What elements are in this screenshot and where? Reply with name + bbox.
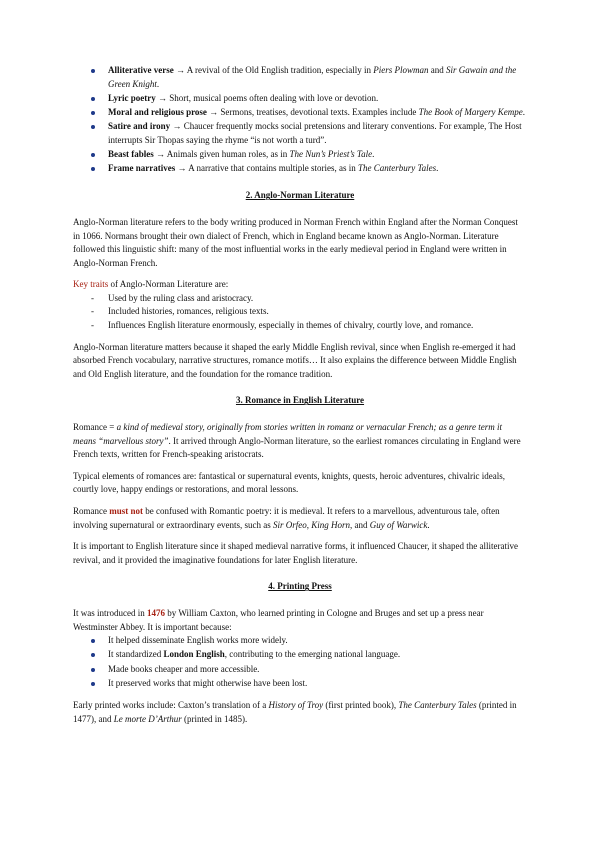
- definition-italic: a kind of medieval story, originally from stories written in romanz or vernacular French; as a genre term it means “marvellous story”: [73, 422, 502, 446]
- works-text: Early printed works include: Caxton’s translation of a: [73, 699, 269, 710]
- period: .: [427, 519, 430, 530]
- list-item: [73, 64, 527, 91]
- key-traits-line: [73, 278, 527, 292]
- list-item: [73, 162, 527, 176]
- list-item: [73, 648, 527, 662]
- work-title: History of Troy: [268, 699, 324, 710]
- genre-text: Sermons, treatises, devotional texts. Examples include: [220, 106, 419, 117]
- works-text: (first printed book),: [323, 699, 399, 710]
- intro-text: by William Caxton, who learned printing in Cologne and Bruges and set up a press near Westminster Abbey. It is important because:: [73, 607, 484, 632]
- genre-term: Lyric poetry: [108, 92, 156, 103]
- work-title: The Book of Margery Kempe: [418, 106, 523, 117]
- london-english-bold: London English: [163, 649, 225, 660]
- list-item: [73, 92, 527, 106]
- genre-list: [73, 64, 527, 176]
- section-heading-printing: 4. Printing Press: [268, 581, 332, 592]
- list-item: - Included histories, romances, religious texts.: [73, 305, 527, 319]
- definition-lead: Romance =: [73, 422, 117, 433]
- arrow: →: [155, 92, 170, 103]
- genre-text: Chaucer frequently mocks social pretensions and literary conventions. For example, The Host interrupts Sir Thopas saying the rhyme “is not worth a turd”.: [108, 121, 522, 145]
- genre-text: and: [428, 65, 446, 75]
- key-traits-label: Key traits: [73, 279, 109, 290]
- romance-importance: It is important to English literature since it shaped medieval narrative forms, it influenced Chaucer, it shaped the alliterative revival, and it provided the imaginative foundations for later English literature.: [73, 541, 518, 565]
- work-title: Sir Orfeo: [272, 519, 307, 530]
- work-title: The Nun’s Priest’s Tale: [289, 148, 373, 159]
- printing-intro: [73, 607, 527, 634]
- list-item: [73, 106, 527, 120]
- note-lead: Romance: [73, 506, 110, 516]
- work-title: Sir Gawain and the Green Knight: [108, 65, 517, 89]
- list-item: Made books cheaper and more accessible.: [73, 663, 527, 677]
- early-printed-works: [73, 699, 527, 726]
- arrow: →: [173, 65, 187, 75]
- genre-text: .: [522, 106, 526, 117]
- genre-text: Short, musical poems often dealing with love or devotion.: [169, 92, 379, 103]
- genre-text: A narrative that contains multiple stories, as in: [188, 163, 358, 174]
- printing-list: [73, 634, 527, 690]
- traits-list: [73, 292, 527, 333]
- must-not-emphasis: must not: [109, 506, 144, 516]
- romance-elements: Typical elements of romances are: fantastical or supernatural events, knights, quests, heroic adventures, chivalric ideals, courtly love, happy endings or restorations, and moral lessons.: [73, 470, 505, 495]
- arrow: →: [206, 106, 221, 117]
- list-item: [73, 148, 527, 162]
- genre-term: Beast fables: [108, 148, 154, 159]
- intro-text: It was introduced in: [73, 607, 147, 618]
- genre-text: A revival of the Old English tradition, especially in: [186, 65, 374, 75]
- genre-text: .: [156, 78, 160, 89]
- romance-confusion-note: [73, 505, 527, 532]
- section-heading-romance: 3. Romance in English Literature: [235, 395, 365, 406]
- genre-text: Animals given human roles, as in: [166, 148, 290, 159]
- work-title: Piers Plowman: [373, 65, 429, 75]
- list-item: - Influences English literature enormously, especially in themes of chivalry, courtly love, and romance.: [73, 319, 527, 333]
- separator: , and: [349, 519, 370, 530]
- works-text: (printed in 1485).: [181, 713, 248, 724]
- genre-text: .: [436, 163, 439, 174]
- work-title: Le morte D’Arthur: [113, 713, 182, 724]
- list-item: It preserved works that might otherwise have been lost.: [73, 677, 527, 691]
- romance-definition: [73, 421, 527, 462]
- genre-term: Moral and religious prose: [108, 106, 207, 117]
- genre-term: Frame narratives: [108, 163, 176, 174]
- separator: ,: [306, 519, 312, 530]
- work-title: King Horn: [311, 519, 350, 530]
- key-traits-text: of Anglo-Norman Literature are:: [108, 279, 229, 290]
- arrow: →: [175, 163, 189, 174]
- definition-rest: . It arrived through Anglo-Norman literature, so the earliest romances circulating in England were French texts, written for French-speaking aristocrats.: [73, 435, 521, 460]
- works-text: (printed in 1477), and: [73, 699, 517, 724]
- list-item: [73, 120, 527, 147]
- page-content: [73, 64, 527, 726]
- genre-term: Alliterative verse: [108, 65, 174, 75]
- work-title: The Canterbury Tales: [398, 699, 477, 710]
- note-text: be confused with Romantic poetry: it is medieval. It refers to a marvellous, adventurous tale, often involving supernatural or extraordinary events, such as: [73, 506, 500, 530]
- item-text: It standardized: [108, 649, 164, 660]
- genre-term: Satire and irony: [108, 121, 171, 132]
- anglo-norman-importance: Anglo-Norman literature matters because it shaped the early Middle English revival, since when English re-emerged it had absorbed French vocabulary, narrative structures, romance motifs… It also explains the difference between Middle English and Old English literature, and the foundation for the romance tradition.: [73, 341, 517, 379]
- work-title: The Canterbury Tales: [357, 163, 437, 174]
- year-highlight: 1476: [146, 607, 165, 618]
- list-item: It helped disseminate English works more widely.: [73, 634, 527, 648]
- work-title: Guy of Warwick: [369, 519, 428, 530]
- item-text: , contributing to the emerging national language.: [224, 649, 401, 660]
- section-heading-anglo-norman: 2. Anglo-Norman Literature: [245, 190, 355, 201]
- genre-text: .: [372, 148, 375, 159]
- anglo-norman-intro: Anglo-Norman literature refers to the body writing produced in Norman French within England after the Norman Conquest in 1066. Normans brought their own dialect of French, which in England became known as Anglo-Norman. Literature followed this linguistic shift: many of the most influential works in the early medieval period in England were written in Anglo-Norman French.: [73, 216, 518, 268]
- arrow: →: [153, 148, 167, 159]
- arrow: →: [170, 121, 184, 132]
- list-item: - Used by the ruling class and aristocracy.: [73, 292, 527, 306]
